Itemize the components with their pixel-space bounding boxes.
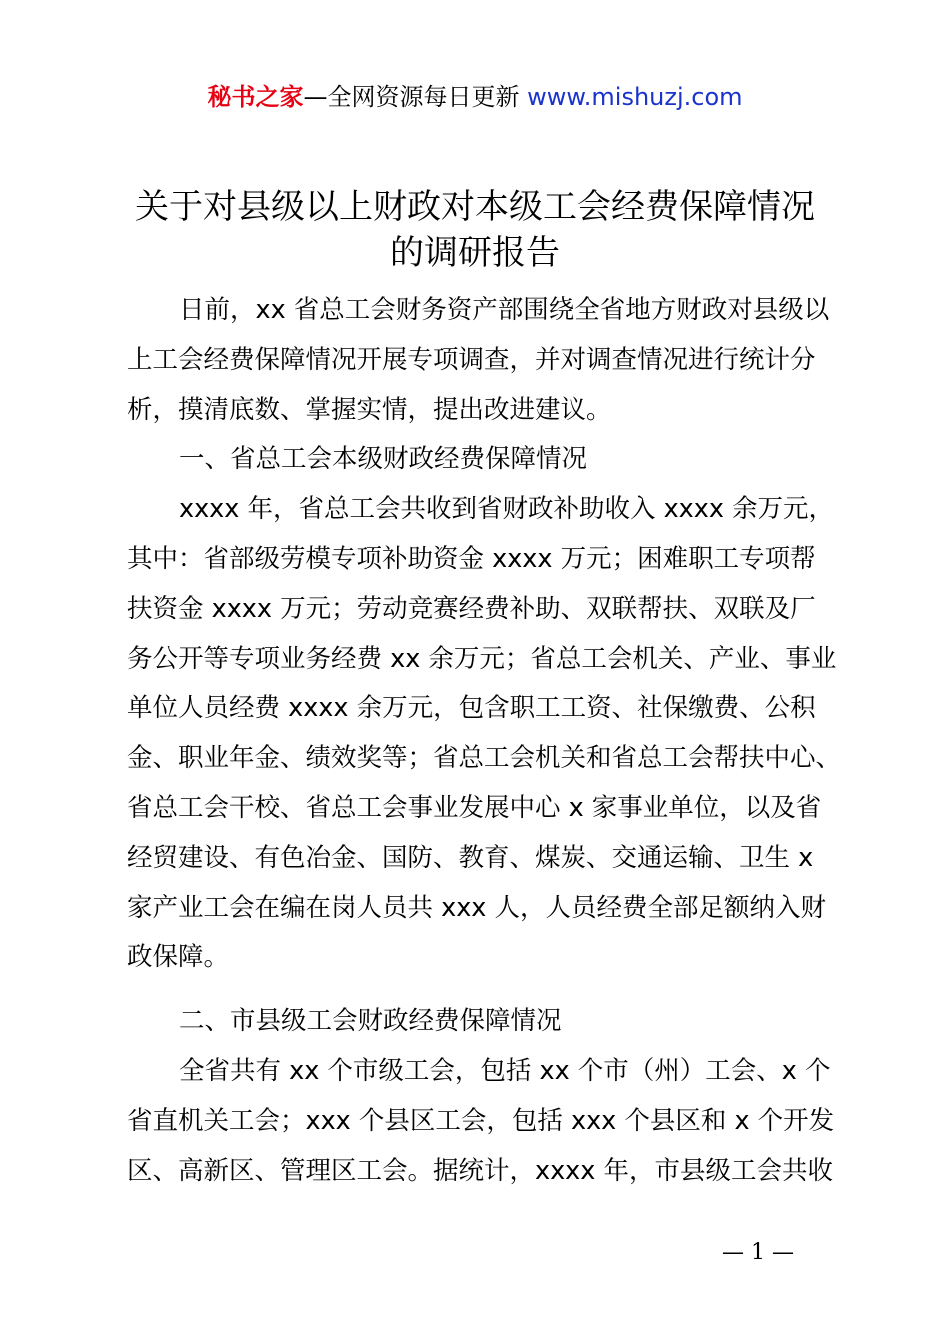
- paragraph-provincial-funding: [127, 485, 842, 983]
- site-brand: 秘书之家: [207, 83, 304, 111]
- text-line: 全省共有 xx 个市级工会，包括 xx 个市（州）工会、x 个: [179, 1055, 831, 1086]
- text-line: 扶资金 xxxx 万元；劳动竞赛经费补助、双联帮扶、双联及厂: [127, 593, 816, 624]
- site-url-link[interactable]: www.mishuzj.com: [527, 83, 743, 111]
- text-line: 日前，xx 省总工会财务资产部围绕全省地方财政对县级以: [179, 295, 830, 325]
- text-line: 务公开等专项业务经费 xx 余万元；省总工会机关、产业、事业: [127, 643, 837, 674]
- text-line: 省总工会干校、省总工会事业发展中心 x 家事业单位，以及省: [127, 792, 822, 823]
- text-line: 省直机关工会；xxx 个县区工会，包括 xxx 个县区和 x 个开发: [127, 1105, 835, 1136]
- text-line: 析，摸清底数、掌握实情，提出改进建议。: [127, 394, 612, 425]
- section-heading-1: 一、省总工会本级财政经费保障情况: [179, 444, 588, 475]
- title-line-2: 的调研报告: [390, 233, 560, 273]
- document-body: [127, 286, 842, 1196]
- text-line: 区、高新区、管理区工会。据统计，xxxx 年，市县级工会共收: [127, 1155, 833, 1186]
- site-header: [0, 80, 950, 114]
- paragraph-city-county-funding: [127, 1047, 837, 1196]
- paragraph-gap: [127, 983, 837, 997]
- site-slogan: —全网资源每日更新: [303, 83, 520, 111]
- text-line: 其中：省部级劳模专项补助资金 xxxx 万元；困难职工专项帮: [127, 543, 816, 574]
- text-line: xxxx 年，省总工会共收到省财政补助收入 xxxx 余万元，: [179, 494, 835, 525]
- text-line: 经贸建设、有色冶金、国防、教育、煤炭、交通运输、卫生 x: [127, 842, 814, 873]
- paragraph-intro: [127, 286, 837, 435]
- text-line: 上工会经费保障情况开展专项调查，并对调查情况进行统计分: [127, 344, 816, 375]
- section-heading-2: 二、市县级工会财政经费保障情况: [179, 1006, 562, 1037]
- text-line: 单位人员经费 xxxx 余万元，包含职工工资、社保缴费、公积: [127, 693, 816, 724]
- text-line: 金、职业年金、绩效奖等；省总工会机关和省总工会帮扶中心、: [127, 743, 842, 774]
- page-number: — 1 —: [722, 1240, 794, 1265]
- text-line: 家产业工会在编在岗人员共 xxx 人，人员经费全部足额纳入财: [127, 892, 826, 923]
- title-line-1: 关于对县级以上财政对本级工会经费保障情况: [135, 187, 815, 227]
- document-title: [0, 184, 950, 276]
- text-line: 政保障。: [127, 942, 230, 973]
